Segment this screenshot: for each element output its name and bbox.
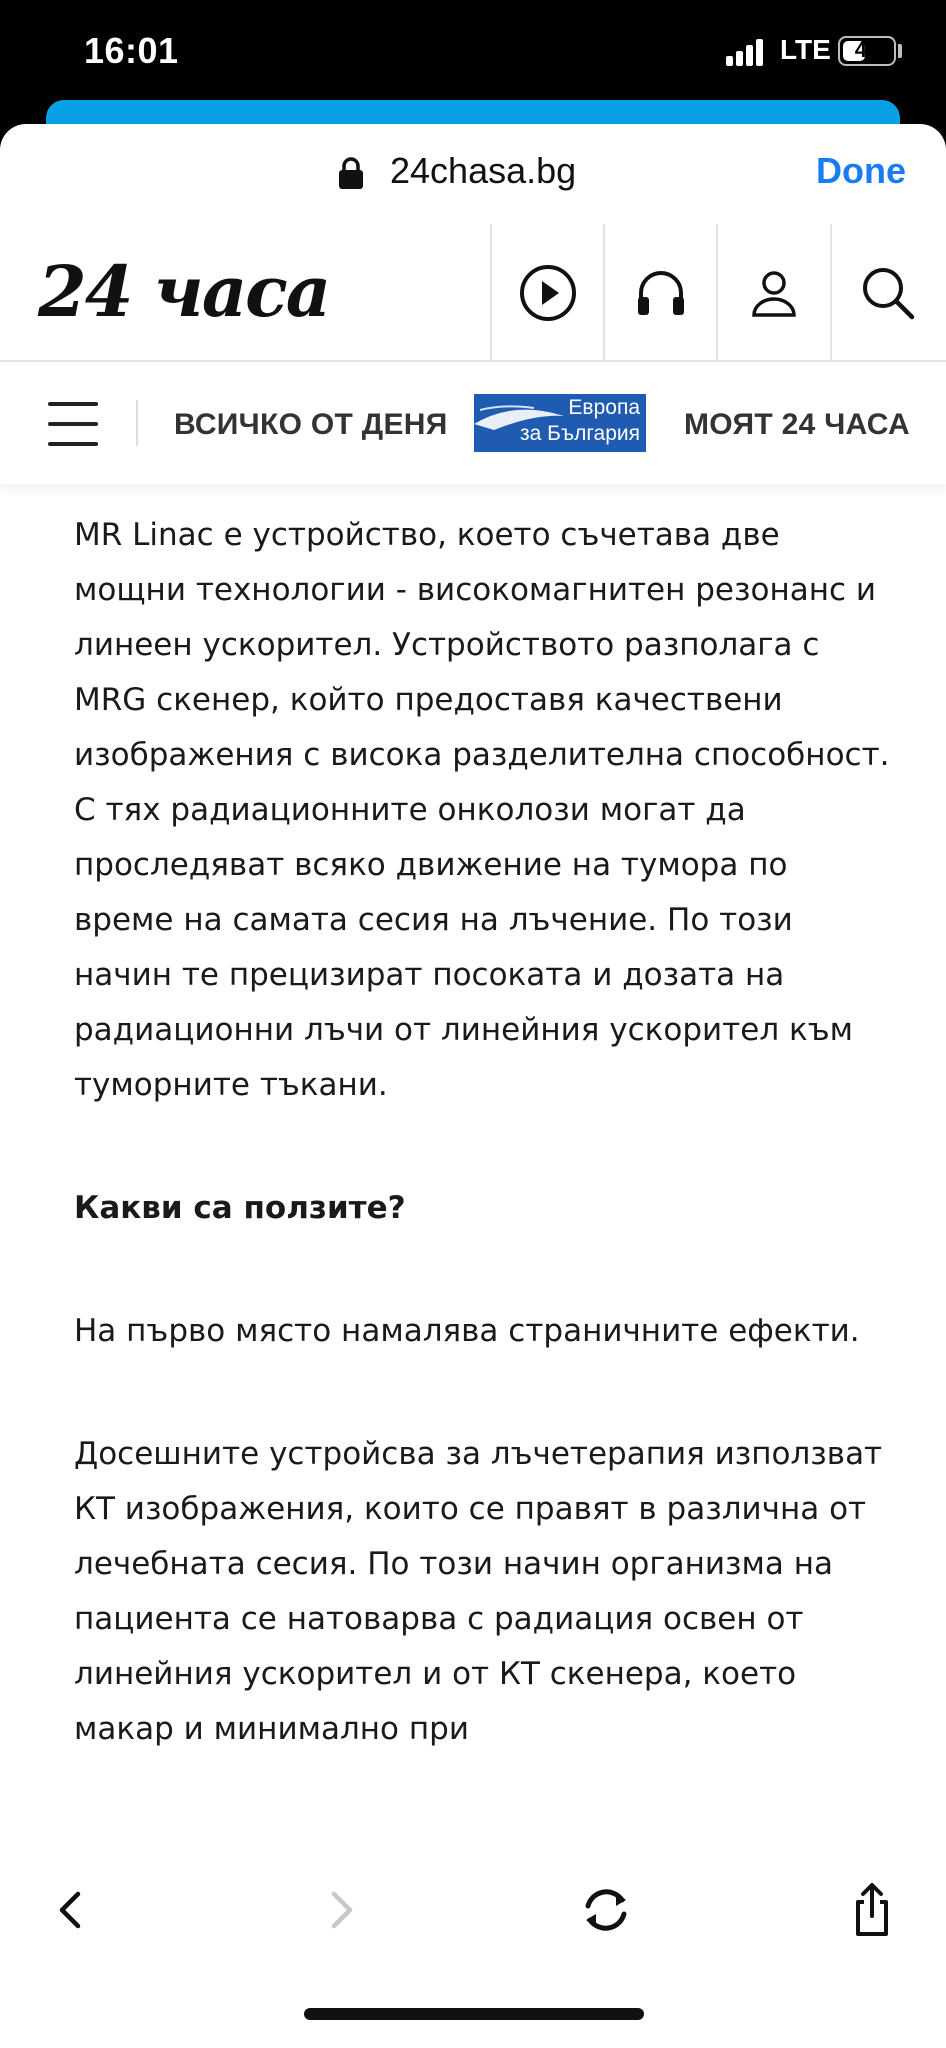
- article-paragraph: Досешните устройсва за лъчетерапия използват КТ изображения, които се правят в различна от лечебната сесия. По този начин организма на пациента се натоварва с радиация освен от линейния ускорител и от КТ скенера, което макар и минимално при: [74, 1436, 883, 1747]
- banner-line1: Европа: [568, 396, 640, 419]
- nav-bar: [0, 364, 946, 484]
- user-icon: [746, 265, 802, 321]
- site-header: [0, 224, 946, 362]
- status-bar: [0, 0, 946, 100]
- menu-icon[interactable]: [48, 402, 98, 446]
- headphones-icon: [633, 265, 689, 321]
- article-paragraph: На първо място намалява страничните ефекти.: [74, 1313, 860, 1349]
- browser-toolbar: [0, 1864, 946, 2048]
- back-icon[interactable]: [42, 1880, 102, 1940]
- europe-banner[interactable]: [474, 394, 646, 452]
- battery-level: 45: [854, 37, 880, 62]
- podcast-button[interactable]: [603, 224, 717, 362]
- article-body: [74, 508, 894, 1757]
- nav-all-of-day[interactable]: ВСИЧКО ОТ ДЕНЯ: [174, 408, 448, 441]
- network-type: LTE: [780, 34, 831, 65]
- search-button[interactable]: [830, 224, 944, 362]
- battery-cap: [898, 44, 902, 58]
- reload-icon[interactable]: [576, 1880, 636, 1940]
- signal-icon: [726, 38, 766, 66]
- done-button[interactable]: Done: [816, 150, 906, 191]
- browser-sheet: [0, 124, 946, 2048]
- site-logo[interactable]: 24 часа: [38, 250, 330, 333]
- search-icon: [858, 263, 918, 323]
- url-text[interactable]: 24chasa.bg: [390, 150, 577, 191]
- profile-button[interactable]: [716, 224, 830, 362]
- forward-icon[interactable]: [310, 1880, 370, 1940]
- status-time: 16:01: [84, 30, 179, 71]
- battery-icon: [838, 36, 896, 66]
- play-button[interactable]: [490, 224, 604, 362]
- share-icon[interactable]: [842, 1880, 902, 1940]
- nav-divider: [136, 400, 138, 446]
- nav-my-24[interactable]: МОЯТ 24 ЧАСА: [683, 408, 910, 441]
- banner-line2: за България: [520, 422, 640, 445]
- article-paragraph: MR Linac е устройство, което съчетава две мощни технологии - високомагнитен резонанс и линеен ускорител. Устройството разполага с MRG скенер, който предоставя качествени изображения с висока разделителна способност. С тях радиационните онколози могат да проследяват всяко движение на тумора по време на самата сесия на лъчение. По този начин те прецизират посоката и дозата на радиационни лъчи от линейния ускорител към туморните тъкани.: [74, 517, 890, 1103]
- url-bar: [0, 124, 946, 220]
- article-subheading: Какви са ползите?: [74, 1190, 406, 1226]
- play-icon: [518, 263, 578, 323]
- lock-icon: [338, 156, 364, 190]
- home-indicator[interactable]: [304, 2008, 644, 2020]
